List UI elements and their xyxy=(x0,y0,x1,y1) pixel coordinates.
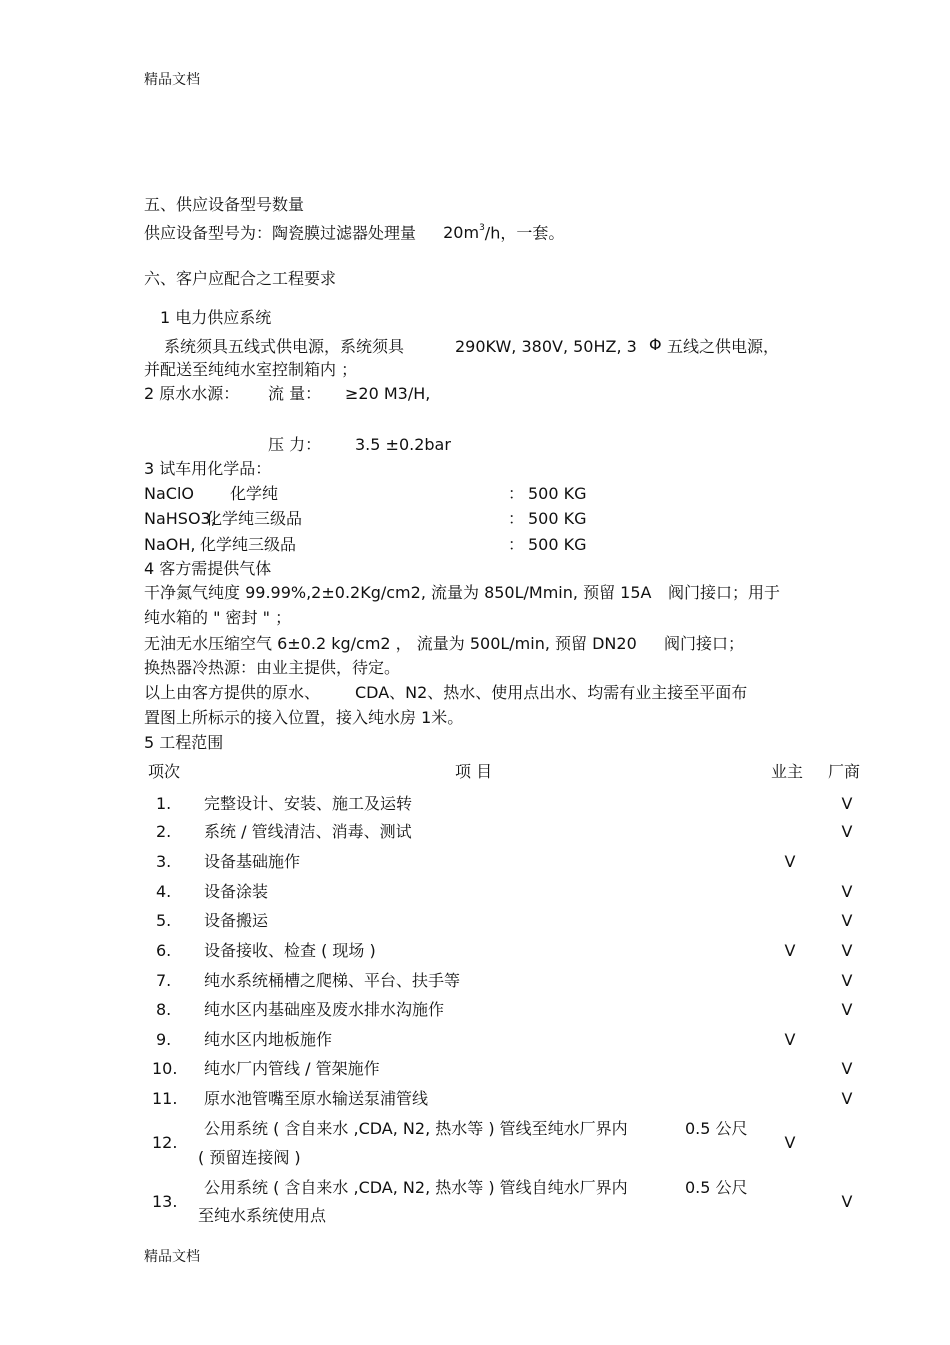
section-5-title: 五、供应设备型号数量 xyxy=(144,195,305,214)
row-distance: 0.5 公尺 xyxy=(685,1119,748,1138)
compressed-air-line-a: 无油无水压缩空气 6±0.2 kg/cm2 ， 流量为 500L/min, 预留 DN20 xyxy=(144,634,637,653)
row-no: 3. xyxy=(156,852,172,871)
scope-title: 5 工程范围 xyxy=(144,733,224,752)
row-item: 设备搬运 xyxy=(204,911,269,930)
row-item: 设备基础施作 xyxy=(204,852,301,871)
nitrogen-line-a: 干净氮气纯度 99.99%,2±0.2Kg/cm2, 流量为 850L/Mmin, 预留 15A xyxy=(144,583,652,602)
equipment-flow-value: 20m xyxy=(443,223,480,243)
row-no: 6. xyxy=(156,941,172,960)
row-item: 纯水系统桶槽之爬梯、平台、扶手等 xyxy=(204,971,461,990)
section-6-title: 六、客户应配合之工程要求 xyxy=(144,269,337,288)
page-header: 精品文档 xyxy=(144,72,200,88)
row-vendor-mark: V xyxy=(841,1000,853,1019)
row-owner-mark: V xyxy=(784,852,796,871)
compressed-air-line-b: 阀门接口； xyxy=(664,634,745,653)
table-header-owner: 业主 xyxy=(771,762,804,781)
chemical-colon: ： xyxy=(508,484,525,503)
heat-exchanger-line: 换热器冷热源：由业主提供，待定。 xyxy=(144,658,401,677)
row-no: 2. xyxy=(156,822,172,841)
equipment-flow-unit-superscript: 3 xyxy=(479,223,485,233)
nitrogen-line-2: 纯水箱的 " 密封 " ； xyxy=(144,608,292,627)
row-owner-mark: V xyxy=(784,1030,796,1049)
row-item: 纯水厂内管线 / 管架施作 xyxy=(204,1059,380,1078)
row-vendor-mark: V xyxy=(841,911,853,930)
summary-line-a: 以上由客方提供的原水、 xyxy=(144,683,321,702)
row-item-line-2: 至纯水系统使用点 xyxy=(198,1206,327,1225)
row-no: 12. xyxy=(152,1133,178,1152)
row-item: 完整设计、安装、施工及运转 xyxy=(204,794,413,813)
chemical-qty: 500 KG xyxy=(528,535,587,554)
equipment-model-line xyxy=(144,220,564,243)
nitrogen-line-b: 阀门接口；用于 xyxy=(668,583,781,602)
row-no: 10. xyxy=(152,1059,178,1078)
row-no: 11. xyxy=(152,1089,178,1108)
chemical-grade: 化学纯三级品 xyxy=(206,509,303,528)
row-no: 5. xyxy=(156,911,172,930)
chemical-qty: 500 KG xyxy=(528,484,587,503)
raw-water-flow-value: ≥20 M3/H, xyxy=(345,384,431,403)
raw-water-pressure-label: 压 力： xyxy=(268,435,322,454)
row-vendor-mark: V xyxy=(841,1059,853,1078)
power-line-1b: 290KW, 380V, 50HZ, 3 xyxy=(455,337,637,356)
row-item-line-1: 公用系统 ( 含自来水 ,CDA, N2, 热水等 ) 管线自纯水厂界内 xyxy=(204,1178,628,1197)
raw-water-label: 2 原水水源： xyxy=(144,384,240,403)
table-header-no: 项次 xyxy=(148,762,181,781)
row-item: 系统 / 管线清洁、消毒、测试 xyxy=(204,822,412,841)
row-owner-mark: V xyxy=(784,941,796,960)
row-vendor-mark: V xyxy=(841,1192,853,1211)
row-no: 7. xyxy=(156,971,172,990)
chemical-name: NaOH, xyxy=(144,535,196,554)
row-item: 设备涂装 xyxy=(204,882,269,901)
row-item: 设备接收、检查 ( 现场 ) xyxy=(204,941,376,960)
row-vendor-mark: V xyxy=(841,971,853,990)
power-line-1a: 系统须具五线式供电源，系统须具 xyxy=(164,337,405,356)
power-line-2: 并配送至纯纯水室控制箱内 ； xyxy=(144,360,358,379)
table-header-item: 项 目 xyxy=(455,762,493,781)
chemical-grade: 化学纯 xyxy=(230,484,279,503)
raw-water-pressure-value: 3.5 ±0.2bar xyxy=(355,435,451,454)
row-vendor-mark: V xyxy=(841,882,853,901)
row-item: 原水池管嘴至原水输送泵浦管线 xyxy=(204,1089,429,1108)
raw-water-flow-label: 流 量： xyxy=(268,384,322,403)
power-line-1d: 五线之供电源， xyxy=(667,337,780,356)
equipment-model-prefix: 供应设备型号为：陶瓷膜过滤器处理量 xyxy=(144,223,417,243)
row-distance: 0.5 公尺 xyxy=(685,1178,748,1197)
power-title: 1 电力供应系统 xyxy=(160,308,272,327)
phase-symbol: Φ xyxy=(649,335,662,354)
summary-line-b: CDA、N2、热水、使用点出水、均需有业主接至平面布 xyxy=(355,683,748,702)
equipment-flow-suffix: /h，一套。 xyxy=(484,223,565,243)
row-no: 13. xyxy=(152,1192,178,1211)
row-vendor-mark: V xyxy=(841,1089,853,1108)
chemical-grade: 化学纯三级品 xyxy=(200,535,297,554)
table-header-vendor: 厂商 xyxy=(828,762,861,781)
row-vendor-mark: V xyxy=(841,822,853,841)
row-item-line-1: 公用系统 ( 含自来水 ,CDA, N2, 热水等 ) 管线至纯水厂界内 xyxy=(204,1119,628,1138)
chemical-name: NaHSO3, xyxy=(144,509,216,528)
chemical-colon: ： xyxy=(508,535,525,554)
chemical-qty: 500 KG xyxy=(528,509,587,528)
row-item: 纯水区内地板施作 xyxy=(204,1030,333,1049)
row-item-line-2: ( 预留连接阀 ) xyxy=(198,1148,301,1167)
row-no: 4. xyxy=(156,882,172,901)
row-vendor-mark: V xyxy=(841,941,853,960)
chemicals-title: 3 试车用化学品： xyxy=(144,459,272,478)
page-footer: 精品文档 xyxy=(144,1249,200,1265)
row-no: 8. xyxy=(156,1000,172,1019)
chemical-colon: ： xyxy=(508,509,525,528)
row-item: 纯水区内基础座及废水排水沟施作 xyxy=(204,1000,445,1019)
row-owner-mark: V xyxy=(784,1133,796,1152)
row-vendor-mark: V xyxy=(841,794,853,813)
chemical-name: NaClO xyxy=(144,484,194,503)
row-no: 1. xyxy=(156,794,172,813)
summary-line-2: 置图上所标示的接入位置，接入纯水房 1米。 xyxy=(144,708,464,727)
row-no: 9. xyxy=(156,1030,172,1049)
gases-title: 4 客方需提供气体 xyxy=(144,559,272,578)
